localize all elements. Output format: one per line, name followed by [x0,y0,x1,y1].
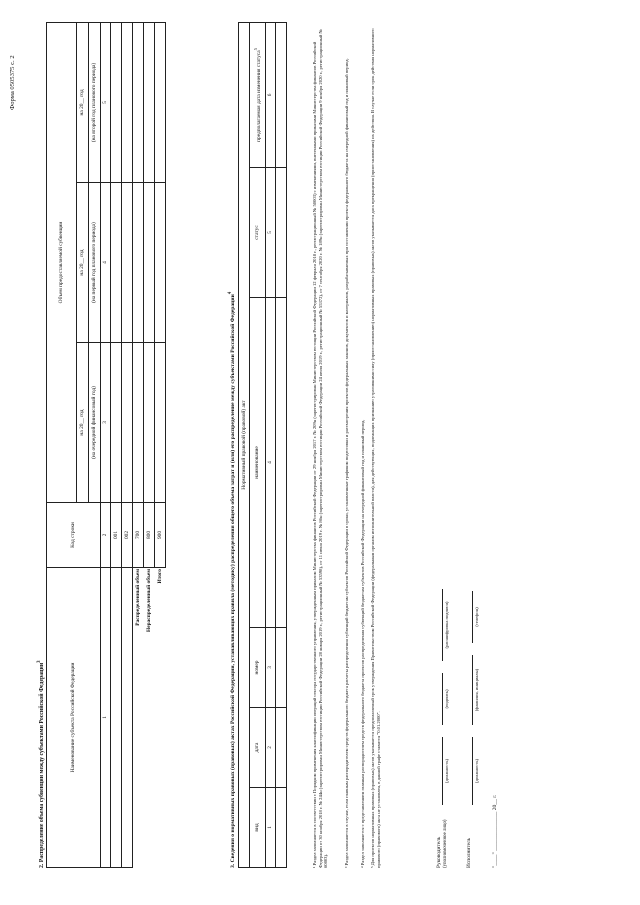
acts-group-header: Нормативный правовой (правовой) акт [239,22,250,867]
year2-header: на 20__ год [77,183,89,343]
year2-sub: (на первый год планового периода) [89,183,101,343]
row-label: Распределенный объем [135,569,142,626]
col-header-date: дата [250,708,266,788]
head-position-line[interactable] [442,737,443,805]
cell[interactable] [144,183,155,343]
year1-sub: (на очередной финансовый год) [89,343,101,503]
executor-position-line[interactable] [472,737,473,805]
row-code: 800 [144,503,155,568]
col-header-status: статус [250,168,266,298]
year3-header: на 20__ год [77,22,89,182]
cell[interactable] [111,343,122,503]
head-position-caption: (должность) [444,758,449,784]
executor-label: Исполнитель [466,837,472,868]
head-transcript-caption: (расшифровка подписи) [444,601,449,649]
cell[interactable] [276,168,287,298]
col-num: 2 [101,503,111,568]
year1-header: на 20__ год [77,343,89,503]
col-num: 5 [266,168,276,298]
cell[interactable] [155,343,166,503]
table-row [111,22,122,867]
row-code: 900 [155,503,166,568]
row-label: Нераспределенный объем [145,569,152,632]
section2-title: 2. Распределение объема субвенции между субъектами Российской Федерации$^3$ [37,660,45,868]
section3-title: 3. Сведения о нормативных правовых (правовых) актах Российской Федерации, устанавливающих правила (методику) распределения общего объема затрат и (или) его распределение между субъектами Российской Федерации$^4$ [228,291,236,868]
date-line[interactable]: "____" ______________ 20__ г. [492,794,498,868]
cell[interactable] [276,788,287,868]
row-label: Итого [156,569,163,584]
cell[interactable] [133,183,144,343]
cell[interactable] [122,343,133,503]
cell[interactable] [111,22,122,182]
table-row [276,22,287,867]
row-label [122,568,133,868]
head-sub-label: (уполномоченное лицо) [443,819,448,868]
col-header-name: наименование [250,298,266,628]
col-num: 1 [101,568,111,868]
executor-phone-caption: (телефон) [474,607,479,627]
cell[interactable] [133,22,144,182]
footnote-4: ⁴ Раздел заполняется с представлением главным распорядителем средств федерального бюджета проектов распределения субвенций бюджетам субъектов Российской Федерации на очередной финансовый год и плановый период. [360,419,365,868]
executor-fio-line[interactable] [472,655,473,725]
col-header-status-date: предполагаемая дата изменения статуса$^5$ [250,22,266,167]
normative-acts-table [238,22,287,868]
cell[interactable] [144,343,155,503]
cell[interactable] [276,708,287,788]
executor-phone-line[interactable] [472,591,473,643]
cell[interactable] [276,628,287,708]
cell[interactable] [122,183,133,343]
cell[interactable] [276,298,287,628]
executor-position-caption: (должность) [474,758,479,784]
table-row [122,22,133,867]
cell[interactable] [111,183,122,343]
col-code-header: Код строки [47,503,101,568]
footnote-5: ⁵ Для проектов нормативных правовых (правовых) актов указывается предполагаемый срок утверждения Правительством Российской Федерации (федеральным органом исполнительной власти), для действующих, подлежащих признанию утратившими силу (приостановлению) нормативных правовых (правовых) актов указывается дата прекращения (приостановления) их действия. В случае если срок действия нормативного правового (правового) акта не установлен, в данной графе ставится "0.01.2000". [370,28,381,868]
table-row [144,22,155,867]
col-header-number: номер [250,628,266,708]
executor-fio-caption: (фамилия, инициалы) [474,668,479,712]
col-num: 3 [266,628,276,708]
cell[interactable] [144,22,155,182]
subvention-distribution-table [46,22,166,868]
col-num: 4 [101,183,111,343]
row-code: 001 [111,503,122,568]
cell[interactable] [155,22,166,182]
col-num: 1 [266,788,276,868]
table-row [133,22,144,867]
col-num: 3 [101,343,111,503]
form-code: Форма 0505375 с. 2 [9,55,16,110]
row-code: 002 [122,503,133,568]
cell[interactable] [276,22,287,167]
table-row [155,22,166,867]
cell[interactable] [155,183,166,343]
footnote-3: ³ Раздел заполняется в случае, если главным распорядителем средств федерального бюджета расчеты распределения субвенций бюджетам субъектов Российской Федерации в сроки, установленные графиком подготовки и рассмотрения проектов федеральных законов, документов и материалов, разрабатываемых при составлении проекта федерального бюджета на очередной финансовый год и плановый период. [344,58,349,868]
footnote-1: ¹ Раздел заполняется в соответствии с Порядком применения классификации операций сектора государственного управления, утвержденным приказом Министерства финансов Российской Федерации от 29 ноября 2017 г. № 209н (зарегистрирован Министерством юстиции Российской Федерации 12 февраля 2018 г., регистрационный № 50003) с изменениями, внесенными приказами Министерства финансов Российской Федерации от 30 ноября 2018 г. № 244н (зарегистрирован Министерством юстиции Российской Федерации 28 января 2019 г., регистрационный № 53598), от 11 июня 2019 г. № 86н (зарегистрирован Министерством юстиции Российской Федерации 24 июля 2019 г., регистрационный № 55372), от 7 сентября 2020 г. № 189н (зарегистрирован Министерством юстиции Российской Федерации 9 ноября 2020 г., регистрационный № 60803). [312,29,328,868]
row-label [111,568,122,868]
col-subject-header: Наименование субъекта Российской Федерации [47,568,101,868]
col-num: 4 [266,298,276,628]
head-signature-line[interactable] [442,673,443,725]
head-signature-caption: (подпись) [444,689,449,709]
head-transcript-line[interactable] [442,589,443,661]
row-code: 700 [133,503,144,568]
head-label: Руководитель [436,836,442,868]
cell[interactable] [122,22,133,182]
col-num: 2 [266,708,276,788]
year3-sub: (на второй год планового периода) [89,22,101,182]
col-num: 5 [101,22,111,182]
col-header-kind: вид [250,788,266,868]
col-num: 6 [266,22,276,167]
cell[interactable] [133,343,144,503]
col-volume-header: Объем предоставляемой субвенции [47,22,77,502]
